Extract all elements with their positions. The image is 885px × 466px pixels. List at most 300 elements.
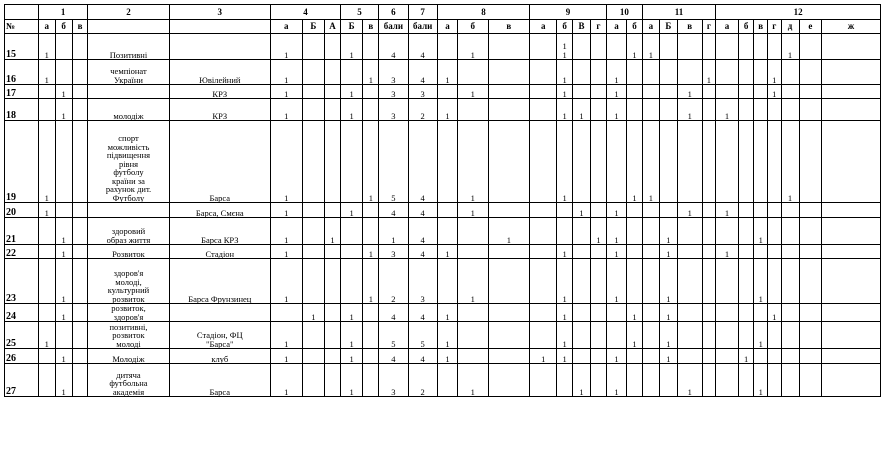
table-cell [363,99,379,121]
table-cell: 1 [781,34,799,60]
subheader-cell: бали [379,20,408,34]
subheader-cell: а [716,20,739,34]
table-cell: 4 [408,349,437,364]
header-row-subcolumns [5,20,881,34]
table-cell: 1 [659,304,677,322]
goal-cell: Молодіж [88,349,169,364]
table-cell: 1 [557,60,573,85]
table-cell [530,121,557,203]
table-cell [340,121,363,203]
table-cell: 1 [768,85,782,99]
table-cell: 1 [271,218,303,245]
table-cell [488,245,530,259]
table-cell [716,259,739,304]
table-cell: 1 [271,34,303,60]
row-number: 18 [5,99,39,121]
venue-cell: КРЗ [169,85,270,99]
table-row [5,322,881,349]
header-group-5: 5 [340,5,378,20]
table-cell: 5 [379,121,408,203]
table-cell [822,364,881,397]
table-cell [659,85,677,99]
table-cell: 5 [379,322,408,349]
table-cell [642,259,659,304]
table-cell [55,121,72,203]
table-cell [754,85,768,99]
table-cell [591,245,607,259]
table-cell [591,364,607,397]
table-cell: 1 [55,218,72,245]
table-cell [768,203,782,218]
table-cell: 4 [408,304,437,322]
table-cell [799,34,822,60]
table-cell: 1 [340,304,363,322]
goal-cell: Позитивні [88,34,169,60]
table-cell: 1 [627,322,643,349]
row-number: 24 [5,304,39,322]
table-cell [738,85,754,99]
header-group-3: 3 [169,5,270,20]
subheader-cell: б [627,20,643,34]
table-cell: 3 [379,85,408,99]
table-cell [822,121,881,203]
table-cell: 1 [55,364,72,397]
table-cell [325,34,341,60]
table-cell [591,60,607,85]
table-cell [458,322,488,349]
table-row [5,203,881,218]
table-cell [325,304,341,322]
table-row [5,218,881,245]
table-cell [591,85,607,99]
table-cell [488,121,530,203]
table-cell [822,34,881,60]
table-row [5,304,881,322]
table-cell [781,322,799,349]
table-cell: 3 [379,364,408,397]
table-cell: 1 [340,85,363,99]
table-cell: 1 [437,60,457,85]
row-number: 15 [5,34,39,60]
table-cell [702,218,716,245]
subheader-cell: В [573,20,591,34]
table-cell: 3 [379,99,408,121]
table-cell [363,322,379,349]
table-cell [781,85,799,99]
table-cell [702,34,716,60]
table-cell: 1 [38,60,55,85]
goal-cell [88,203,169,218]
subheader-cell: Б [302,20,325,34]
table-cell [781,60,799,85]
table-cell [363,203,379,218]
table-cell [302,121,325,203]
table-cell: 1 [458,364,488,397]
table-cell: 1 [271,203,303,218]
table-cell: 1 [659,218,677,245]
subheader-cell: б [738,20,754,34]
table-cell [437,259,457,304]
subheader-cell [88,20,169,34]
table-cell [738,245,754,259]
goal-cell: Розвиток [88,245,169,259]
table-cell [302,245,325,259]
subheader-cell: б [55,20,72,34]
table-cell [55,60,72,85]
table-cell: 1 [55,259,72,304]
row-number: 26 [5,349,39,364]
table-cell [627,218,643,245]
table-row [5,85,881,99]
table-cell: 1 [271,349,303,364]
goal-cell: чемпіонат України [88,60,169,85]
table-cell [781,364,799,397]
table-cell: 1 [781,121,799,203]
table-cell [738,259,754,304]
table-cell: 1 [271,99,303,121]
table-cell [702,85,716,99]
row-number: 25 [5,322,39,349]
table-cell [677,121,702,203]
subheader-cell: Б [659,20,677,34]
table-cell [738,60,754,85]
table-cell: 5 [408,322,437,349]
header-cell [5,5,39,20]
table-cell [591,322,607,349]
table-cell: 4 [379,203,408,218]
table-cell [302,322,325,349]
header-group-4: 4 [271,5,341,20]
table-cell [822,60,881,85]
table-cell [72,259,88,304]
table-row [5,349,881,364]
table-cell: 1 [458,121,488,203]
table-cell: 1 [557,259,573,304]
table-cell: 1 [606,364,626,397]
table-cell: 1 [271,85,303,99]
table-cell [702,304,716,322]
table-cell [530,364,557,397]
table-cell: 1 [437,99,457,121]
table-cell [799,121,822,203]
table-cell [677,349,702,364]
table-cell [72,322,88,349]
table-cell [302,203,325,218]
row-number: 23 [5,259,39,304]
table-cell [642,218,659,245]
table-cell [55,322,72,349]
table-cell [530,322,557,349]
table-cell [799,364,822,397]
table-cell [38,245,55,259]
table-cell [72,304,88,322]
table-cell: 3 [408,259,437,304]
table-cell: 1 [55,349,72,364]
table-cell [799,218,822,245]
table-cell: 1 [606,218,626,245]
table-cell: 1 [591,218,607,245]
table-cell: 2 [379,259,408,304]
table-cell [458,60,488,85]
table-cell [340,245,363,259]
venue-cell: Барса [169,121,270,203]
table-cell [702,245,716,259]
table-cell: 4 [408,121,437,203]
table-cell [659,34,677,60]
table-cell: 4 [408,60,437,85]
table-cell [55,203,72,218]
table-cell: 1 [659,259,677,304]
table-row [5,245,881,259]
table-cell [716,34,739,60]
table-cell [573,85,591,99]
table-cell: 1 [659,349,677,364]
table-cell [437,85,457,99]
table-cell [573,322,591,349]
table-cell [458,349,488,364]
table-cell [799,85,822,99]
table-cell: 1 [271,259,303,304]
table-cell [573,245,591,259]
table-cell [488,349,530,364]
table-cell [325,259,341,304]
row-number: 17 [5,85,39,99]
table-cell [781,349,799,364]
table-cell [642,349,659,364]
table-cell [340,218,363,245]
table-cell: 1 [38,322,55,349]
table-cell [38,259,55,304]
table-cell: 1 [340,322,363,349]
table-cell [530,203,557,218]
table-cell [72,349,88,364]
table-cell: 1 [38,34,55,60]
table-row [5,259,881,304]
table-cell [702,322,716,349]
table-cell: 1 [458,259,488,304]
table-cell [754,245,768,259]
table-cell: 1 [271,245,303,259]
table-cell [642,203,659,218]
table-cell [754,203,768,218]
table-cell [530,34,557,60]
header-group-10: 10 [606,5,642,20]
table-cell [437,364,457,397]
table-cell [606,121,626,203]
table-cell: 1 [754,259,768,304]
table-cell [38,85,55,99]
table-cell: 1 [325,218,341,245]
table-cell [768,259,782,304]
table-cell: 1 [606,99,626,121]
header-group-2: 2 [88,5,169,20]
table-cell: 1 [768,60,782,85]
table-cell [768,218,782,245]
table-cell: 1 [55,304,72,322]
table-cell: 1 [363,121,379,203]
table-cell [716,322,739,349]
table-cell: 1 [271,364,303,397]
table-cell: 1 [437,349,457,364]
table-cell [38,99,55,121]
subheader-cell: а [437,20,457,34]
table-cell [716,85,739,99]
table-cell: 1 [557,322,573,349]
table-cell [38,364,55,397]
table-cell [738,99,754,121]
table-cell [302,259,325,304]
table-cell [642,364,659,397]
table-cell: 1 [627,34,643,60]
table-cell: 1 [271,121,303,203]
table-cell [363,85,379,99]
table-cell [488,364,530,397]
table-cell [659,121,677,203]
table-cell: 1 [677,85,702,99]
table-cell [822,259,881,304]
venue-cell: Стадіон, ФЦ "Барса" [169,322,270,349]
table-cell: 1 [606,85,626,99]
table-cell [437,218,457,245]
table-cell [325,203,341,218]
subheader-cell: б [458,20,488,34]
table-cell [768,245,782,259]
table-cell [72,364,88,397]
table-cell [573,218,591,245]
table-cell: 3 [408,85,437,99]
table-row [5,34,881,60]
table-cell: 1 [340,203,363,218]
table-cell: 2 [408,99,437,121]
table-cell: 1 [55,245,72,259]
table-cell [591,121,607,203]
table-cell: 1 [642,34,659,60]
subheader-cell: д [781,20,799,34]
table-cell [702,259,716,304]
table-cell [458,245,488,259]
table-cell [363,34,379,60]
table-cell [271,304,303,322]
table-cell [716,218,739,245]
table-cell [340,60,363,85]
table-cell [591,203,607,218]
table-cell [642,60,659,85]
table-cell [325,99,341,121]
table-row [5,60,881,85]
table-cell: 1 [458,203,488,218]
table-cell [659,364,677,397]
table-cell [768,121,782,203]
subheader-cell: а [38,20,55,34]
table-cell [325,85,341,99]
goal-cell: розвиток, здоров'я [88,304,169,322]
table-cell [530,245,557,259]
venue-cell: Барса [169,364,270,397]
table-cell [530,304,557,322]
table-cell: 1 [38,203,55,218]
table-cell [530,85,557,99]
table-cell: 1 [557,99,573,121]
table-cell [716,364,739,397]
table-cell [458,218,488,245]
table-cell [799,259,822,304]
table-cell [702,203,716,218]
table-cell [437,203,457,218]
subheader-cell: б [557,20,573,34]
table-cell: 2 [408,364,437,397]
table-cell: 1 [458,34,488,60]
subheader-cell: е [799,20,822,34]
table-cell [458,304,488,322]
table-cell [302,218,325,245]
table-cell [606,34,626,60]
header-group-12: 12 [716,5,881,20]
header-group-8: 8 [437,5,529,20]
table-cell [591,99,607,121]
table-cell [822,349,881,364]
row-number: 21 [5,218,39,245]
table-cell [738,34,754,60]
table-cell [573,121,591,203]
subheader-cell: ж [822,20,881,34]
table-cell [642,322,659,349]
header-group-7: 7 [408,5,437,20]
table-cell [302,349,325,364]
table-cell: 1 [606,349,626,364]
table-cell [799,322,822,349]
table-cell [754,99,768,121]
table-cell [38,304,55,322]
table-cell [768,99,782,121]
table-cell [458,99,488,121]
table-row [5,99,881,121]
table-cell [530,259,557,304]
table-cell: 1 [606,245,626,259]
table-cell [627,349,643,364]
table-cell [530,60,557,85]
goal-cell: позитивні, розвиток молоді [88,322,169,349]
table-cell: 4 [408,245,437,259]
table-cell [38,218,55,245]
table-cell: 1 [340,34,363,60]
table-cell [781,304,799,322]
table-cell [642,245,659,259]
table-cell: 1 [363,60,379,85]
table-cell [488,34,530,60]
venue-cell: Барса Фрунзинец [169,259,270,304]
table-cell [768,34,782,60]
table-cell [781,245,799,259]
table-cell [363,364,379,397]
table-cell [822,203,881,218]
table-cell: 1 [363,245,379,259]
table-cell [659,203,677,218]
table-cell [738,218,754,245]
table-cell [591,304,607,322]
table-cell [768,322,782,349]
subheader-cell: г [702,20,716,34]
table-cell [768,364,782,397]
table-cell [754,349,768,364]
table-cell: 1 [271,60,303,85]
table-cell: 1 [271,322,303,349]
table-cell: 1 [754,218,768,245]
goal-cell: дитяча футбольна академія [88,364,169,397]
header-group-6: 6 [379,5,408,20]
table-cell [799,349,822,364]
table-cell [677,60,702,85]
table-cell [822,218,881,245]
